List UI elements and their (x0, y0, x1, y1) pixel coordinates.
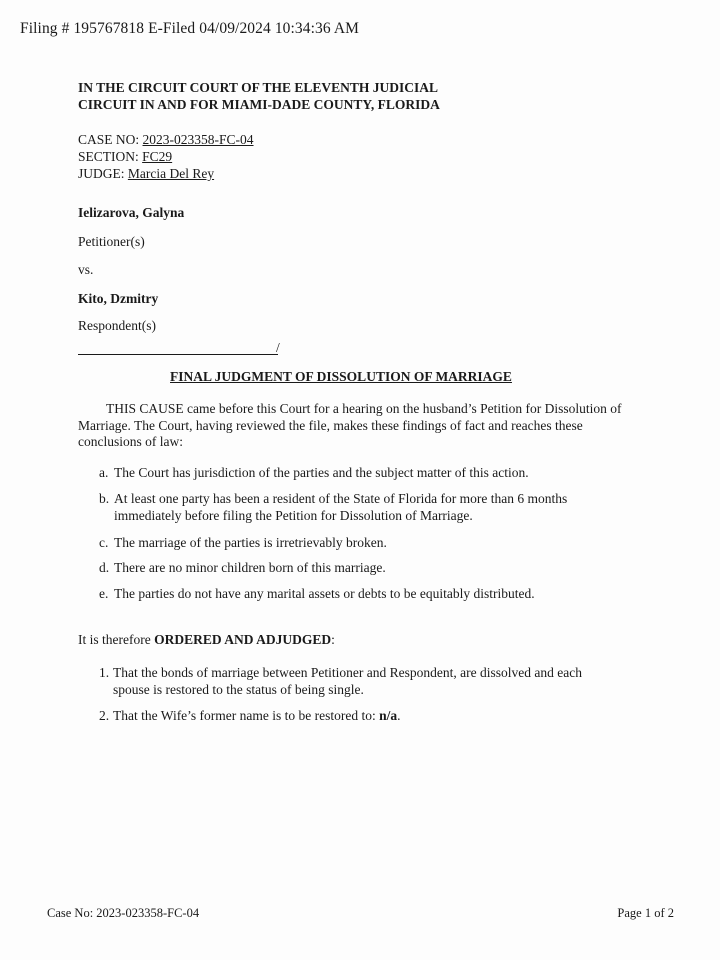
court-heading-line1: IN THE CIRCUIT COURT OF THE ELEVENTH JUDICIAL (78, 80, 438, 95)
finding-marker: d. (99, 560, 110, 575)
order-marker: 2. (99, 708, 110, 723)
court-heading (78, 79, 440, 113)
case-number-row (78, 131, 254, 148)
finding-text: The parties do not have any marital assets or debts to be equitably distributed. (114, 586, 535, 601)
versus-text: vs. (78, 262, 94, 277)
intro-paragraph: THIS CAUSE came before this Court for a hearing on the husband’s Petition for Dissolution of Marriage. The Court, having reviewed the file, makes these findings of fact and reaches these conclusions of law: (78, 401, 622, 449)
section-label: SECTION: (78, 149, 139, 164)
footer-page-number: Page 1 of 2 (617, 906, 674, 920)
respondent-label: Respondent(s) (78, 318, 156, 333)
document-title-text: FINAL JUDGMENT OF DISSOLUTION OF MARRIAGE (170, 369, 512, 384)
finding-item (99, 465, 619, 482)
order-text-row (99, 708, 619, 725)
order-text-end: . (397, 708, 401, 723)
order-text: That the bonds of marriage between Petitioner and Respondent, are dissolved and each spouse is restored to the status of being single. (113, 665, 582, 697)
caption-divider-line (78, 354, 278, 355)
caption-divider-slash: / (276, 340, 280, 355)
section-value: FC29 (142, 149, 173, 164)
petitioner-label: Petitioner(s) (78, 234, 145, 249)
section-row (78, 148, 254, 165)
finding-marker: c. (99, 535, 109, 550)
finding-item (99, 560, 619, 577)
ordered-statement (78, 632, 335, 648)
former-name-value: n/a (379, 708, 398, 723)
document-title (0, 369, 720, 385)
filing-header: Filing # 195767818 E-Filed 04/09/2024 10:34:36 AM (20, 20, 360, 37)
order-item (99, 665, 619, 698)
finding-item (99, 535, 619, 552)
finding-text: There are no minor children born of this marriage. (114, 560, 386, 575)
case-info (78, 131, 254, 182)
order-marker: 1. (99, 665, 110, 680)
judge-row (78, 165, 254, 182)
respondent-name: Kito, Dzmitry (78, 291, 159, 306)
order-item (99, 708, 619, 725)
ordered-emphasis: ORDERED AND ADJUDGED (154, 632, 332, 647)
court-heading-line2: CIRCUIT IN AND FOR MIAMI-DADE COUNTY, FLORIDA (78, 97, 440, 112)
petitioner-name: Ielizarova, Galyna (78, 205, 185, 220)
ordered-suffix: : (331, 632, 335, 647)
judge-label: JUDGE: (78, 166, 125, 181)
case-number-label: CASE NO: (78, 132, 140, 147)
judge-value: Marcia Del Rey (127, 166, 215, 181)
order-text: That the Wife’s former name is to be restored to: (113, 708, 380, 723)
finding-item (99, 491, 619, 524)
finding-text: The marriage of the parties is irretrievably broken. (114, 535, 387, 550)
ordered-prefix: It is therefore (78, 632, 155, 647)
finding-marker: e. (99, 586, 109, 601)
finding-marker: a. (99, 465, 109, 480)
finding-marker: b. (99, 491, 110, 506)
footer-case-number: Case No: 2023-023358-FC-04 (47, 906, 200, 920)
finding-text: The Court has jurisdiction of the parties and the subject matter of this action. (114, 465, 529, 480)
case-number-value: 2023-023358-FC-04 (142, 132, 254, 147)
finding-item (99, 586, 619, 603)
finding-text: At least one party has been a resident of the State of Florida for more than 6 months immediately before filing the Petition for Dissolution of Marriage. (114, 491, 568, 523)
